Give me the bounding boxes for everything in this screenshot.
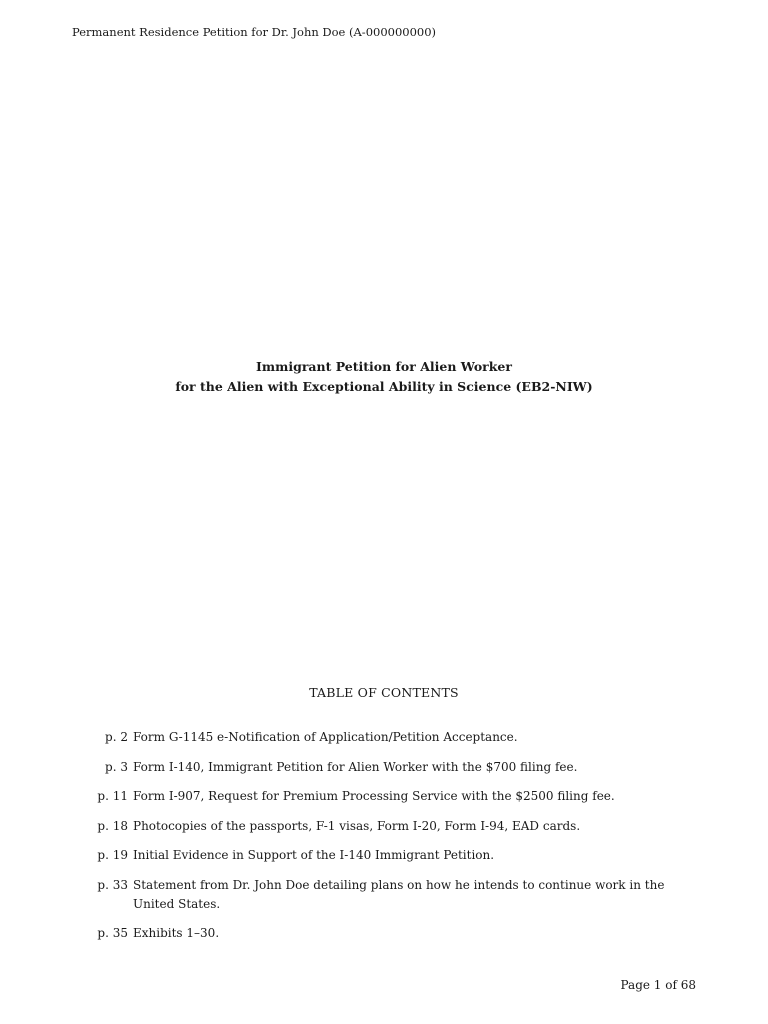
toc-entry-text: Statement from Dr. John Doe detailing plans on how he intends to continue work in the United States. xyxy=(133,877,665,911)
page-number-footer: Page 1 of 68 xyxy=(620,978,696,992)
table-of-contents xyxy=(90,728,700,954)
toc-item xyxy=(90,758,700,777)
toc-entry-text: Exhibits 1–30. xyxy=(133,926,220,940)
toc-entry-text: Form I-140, Immigrant Petition for Alien Worker with the $700 filing fee. xyxy=(133,759,578,774)
title-line-1: Immigrant Petition for Alien Worker xyxy=(256,359,512,374)
toc-page-number: p. 2 xyxy=(105,730,128,744)
toc-page-number: p. 3 xyxy=(105,759,128,774)
toc-item xyxy=(90,787,700,806)
toc-entry-text: Form G-1145 e-Notification of Application/Petition Acceptance. xyxy=(133,730,518,744)
document-title xyxy=(0,357,768,397)
toc-item xyxy=(90,846,700,865)
toc-page-number: p. 19 xyxy=(97,848,128,862)
toc-heading: TABLE OF CONTENTS xyxy=(309,685,459,700)
toc-page-number: p. 33 xyxy=(97,877,128,892)
toc-item xyxy=(90,817,700,836)
toc-page-number: p. 11 xyxy=(97,789,128,803)
running-header: Permanent Residence Petition for Dr. John Doe (A-000000000) xyxy=(72,25,437,39)
title-line-2: for the Alien with Exceptional Ability in Science (EB2-NIW) xyxy=(175,379,593,394)
toc-page-number: p. 35 xyxy=(97,926,128,940)
toc-item xyxy=(90,876,700,914)
toc-item xyxy=(90,728,700,747)
toc-item xyxy=(90,924,700,943)
toc-entry-text: Photocopies of the passports, F-1 visas, Form I-20, Form I-94, EAD cards. xyxy=(133,818,581,833)
toc-page-number: p. 18 xyxy=(97,818,128,833)
toc-entry-text: Initial Evidence in Support of the I-140 Immigrant Petition. xyxy=(133,848,495,862)
toc-entry-text: Form I-907, Request for Premium Processing Service with the $2500 filing fee. xyxy=(133,789,615,803)
